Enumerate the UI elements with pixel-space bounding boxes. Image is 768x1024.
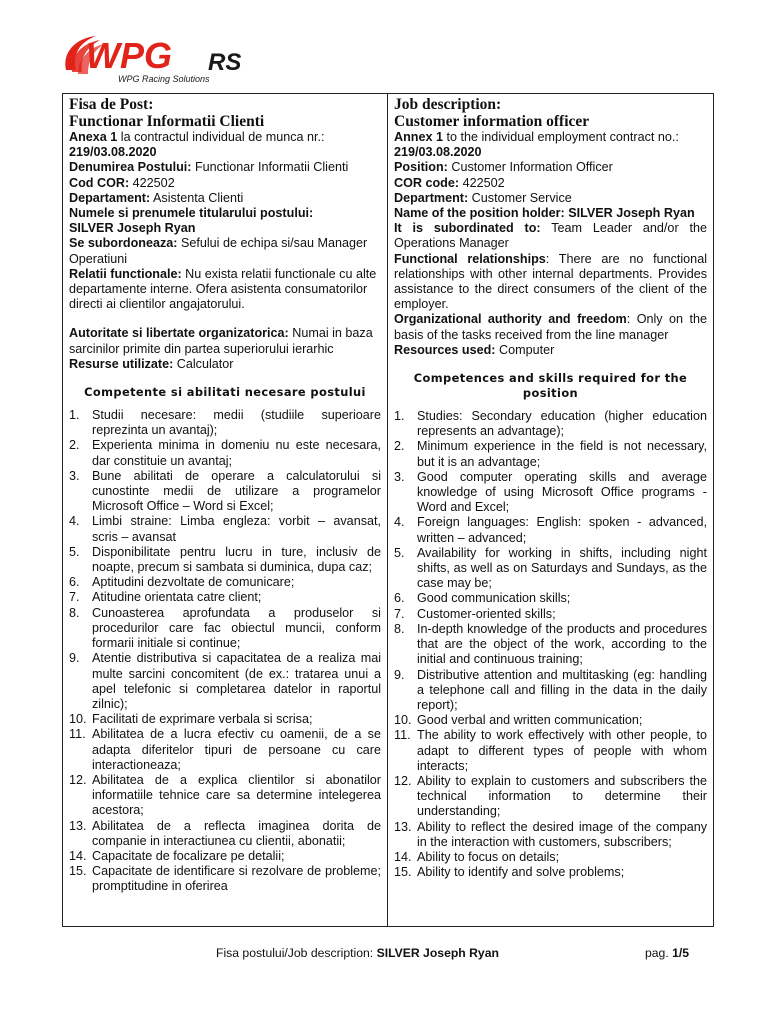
right-department: Department: Customer Service xyxy=(394,190,572,205)
skill-item xyxy=(394,546,707,592)
skill-number: 1. xyxy=(69,408,80,423)
skill-text: Abilitatea de a lucra efectiv cu oamenii, de a se adapta diferitelor tipuri de persoane cu care interactioneaza; xyxy=(92,727,381,772)
skill-number: 13. xyxy=(394,819,412,834)
right-meta xyxy=(394,130,707,358)
left-title-line1: Fisa de Post: xyxy=(69,96,154,113)
skill-item xyxy=(394,470,707,516)
skill-number: 10. xyxy=(69,712,87,727)
skill-item xyxy=(69,727,381,773)
skill-item xyxy=(69,849,381,864)
skill-item xyxy=(69,545,381,575)
right-contract-no: 219/03.08.2020 xyxy=(394,145,482,160)
skill-number: 9. xyxy=(394,667,405,682)
skill-text: Availability for working in shifts, including night shifts, as well as on Saturdays and Sundays, as the case may be; xyxy=(417,545,707,591)
skill-text: Good communication skills; xyxy=(417,591,571,606)
skill-text: Abilitatea de a explica clientilor si abonatilor informatiile tehnice care sa determine intelegerea acestora; xyxy=(92,772,381,818)
logo-suffix: RS xyxy=(208,49,242,76)
skill-number: 12. xyxy=(394,773,412,788)
skill-item xyxy=(394,850,707,865)
skill-text: Studies: Secondary education (higher education represents an advantage); xyxy=(417,409,707,439)
logo-wordmark: WPG xyxy=(86,35,172,76)
skill-item xyxy=(394,713,707,728)
skill-number: 15. xyxy=(69,864,87,879)
left-cor: Cod COR: 422502 xyxy=(69,175,175,190)
skill-number: 6. xyxy=(394,591,405,606)
left-relations: Relatii functionale: Nu exista relatii functionale cu alte departamente interne. Ofera asistenta consumatorilor directi ai clientilor angajatorului. xyxy=(69,266,377,312)
skill-item xyxy=(394,728,707,774)
skill-text: Minimum experience in the field is not necessary, but it is an advantage; xyxy=(417,439,707,469)
skill-number: 10. xyxy=(394,713,412,728)
right-cor: COR code: 422502 xyxy=(394,175,505,190)
right-title-line2: Customer information officer xyxy=(394,113,590,130)
skill-number: 11. xyxy=(69,727,86,742)
job-description-table xyxy=(62,93,714,927)
skill-text: Capacitate de identificare si rezolvare de probleme; promptitudine in oferirea xyxy=(92,864,381,894)
skill-number: 7. xyxy=(394,606,405,621)
skill-text: Atentie distributiva si capacitatea de a realiza mai multe sarcini concomitent (de ex.: tratarea unui a apel telefonic si completarea datelor in raportul zilnic); xyxy=(92,651,381,711)
skill-number: 5. xyxy=(394,545,405,560)
skill-number: 2. xyxy=(69,438,80,453)
skill-number: 1. xyxy=(394,409,405,424)
skill-number: 3. xyxy=(394,469,405,484)
left-title xyxy=(69,96,381,130)
skill-text: Facilitati de exprimare verbala si scrisa; xyxy=(92,712,313,727)
company-logo xyxy=(56,30,296,88)
left-subordinated: Se subordoneaza: Sefului de echipa si/sau Manager Operatiuni xyxy=(69,236,368,266)
footer-doc-label: Fisa postului/Job description: SILVER Joseph Ryan xyxy=(216,946,499,960)
skill-number: 6. xyxy=(69,575,80,590)
skill-text: Disponibilitate pentru lucru in ture, inclusiv de noapte, precum si sambata si duminica, dupa caz; xyxy=(92,544,381,575)
skill-number: 12. xyxy=(69,772,87,787)
english-column xyxy=(388,94,713,926)
skill-number: 2. xyxy=(394,439,405,454)
romanian-column xyxy=(63,94,388,926)
skill-number: 4. xyxy=(394,515,405,530)
skill-item xyxy=(69,819,381,849)
right-annex: Annex 1 to the individual employment contract no.: xyxy=(394,130,679,144)
skill-item xyxy=(394,622,707,668)
skill-item xyxy=(69,575,381,590)
skill-item xyxy=(69,469,381,515)
skill-item xyxy=(69,606,381,652)
left-resources: Resurse utilizate: Calculator xyxy=(69,356,234,371)
skill-text: Cunoasterea aprofundata a produselor si procedurilor care fac obiectul muncii, conform formarii initiale si continue; xyxy=(92,605,381,651)
skill-item xyxy=(69,651,381,712)
skill-number: 8. xyxy=(69,605,80,620)
skill-text: Foreign languages: English: spoken - advanced, written – advanced; xyxy=(417,515,707,545)
right-skills-list xyxy=(394,409,707,880)
skill-number: 7. xyxy=(69,590,80,605)
skill-item xyxy=(394,409,707,439)
footer-page-number: pag. 1/5 xyxy=(645,946,690,960)
skill-item xyxy=(394,591,707,606)
left-annex: Anexa 1 la contractul individual de munca nr.: xyxy=(69,130,325,144)
right-subordinated: It is subordinated to: Team Leader and/or the Operations Manager xyxy=(394,221,707,251)
skill-item xyxy=(394,668,707,714)
skill-text: Limbi straine: Limba engleza: vorbit – avansat, scris – avansat xyxy=(92,514,381,544)
skill-text: Good verbal and written communication; xyxy=(417,713,643,728)
right-authority: Organizational authority and freedom: Only on the basis of the tasks received from the line manager xyxy=(394,312,708,342)
right-title-line1: Job description: xyxy=(394,96,502,113)
skill-number: 14. xyxy=(69,848,87,863)
skill-number: 9. xyxy=(69,651,80,666)
left-contract-no: 219/03.08.2020 xyxy=(69,145,157,160)
skill-item xyxy=(69,864,381,894)
left-authority: Autoritate si libertate organizatorica: Numai in baza sarcinilor primite din partea superiorului ierarhic xyxy=(69,326,373,356)
skill-number: 5. xyxy=(69,544,80,559)
skill-item xyxy=(69,408,381,438)
left-section-title: Competente si abilitati necesare postului xyxy=(84,385,366,400)
skill-text: Ability to reflect the desired image of the company in the interaction with customers, subscribers; xyxy=(417,819,707,849)
right-holder: Name of the position holder: SILVER Joseph Ryan xyxy=(394,206,695,221)
skill-item xyxy=(394,515,707,545)
skill-item xyxy=(394,820,707,850)
skill-text: The ability to work effectively with other people, to adapt to different types of people with whom interacts; xyxy=(417,728,707,773)
skill-item xyxy=(69,514,381,544)
skill-text: Distributive attention and multitasking (eg: handling a telephone call and filling in the data in the daily report); xyxy=(417,667,707,712)
skill-item xyxy=(69,773,381,819)
left-skills-list xyxy=(69,408,381,895)
right-position: Position: Customer Information Officer xyxy=(394,160,613,175)
right-section-title: Competences and skills required for the position xyxy=(413,371,688,401)
skill-text: Aptitudini dezvoltate de comunicare; xyxy=(92,575,295,590)
left-meta xyxy=(69,130,381,372)
left-department: Departament: Asistenta Clienti xyxy=(69,190,244,205)
skill-number: 8. xyxy=(394,621,405,636)
skill-number: 4. xyxy=(69,514,80,529)
skill-text: Customer-oriented skills; xyxy=(417,606,556,621)
left-position: Denumirea Postului: Functionar Informatii Clienti xyxy=(69,160,349,175)
logo-tagline: WPG Racing Solutions xyxy=(118,74,210,84)
skill-number: 15. xyxy=(394,865,412,880)
skill-number: 13. xyxy=(69,818,87,833)
skill-text: Bune abilitati de operare a calculatorului si cunostinte medii de utilizare a programelor Microsoft Office – Word si Excel; xyxy=(92,468,381,514)
skill-text: Ability to identify and solve problems; xyxy=(417,865,625,880)
skill-text: Studii necesare: medii (studiile superioare reprezinta un avantaj); xyxy=(92,408,381,438)
skill-item xyxy=(69,590,381,605)
skill-item xyxy=(394,774,707,820)
skill-text: Atitudine orientata catre client; xyxy=(92,590,262,605)
left-title-line2: Functionar Informatii Clienti xyxy=(69,113,265,130)
skill-text: Capacitate de focalizare pe detalii; xyxy=(92,848,285,863)
skill-text: In-depth knowledge of the products and procedures that are the object of the work, according to the initial and continuous training; xyxy=(417,621,707,667)
skill-number: 3. xyxy=(69,468,80,483)
right-relations: Functional relationships: There are no functional relationships with other internal departments. Provides assistance to the direct consumers of the client of the employer. xyxy=(394,251,707,312)
skill-text: Ability to explain to customers and subscribers the technical information to determine their understanding; xyxy=(417,773,707,819)
skill-text: Ability to focus on details; xyxy=(417,849,560,864)
skill-text: Experienta minima in domeniu nu este necesara, dar constituie un avantaj; xyxy=(92,438,381,468)
skill-number: 11. xyxy=(394,728,411,743)
right-title xyxy=(394,96,707,130)
skill-item xyxy=(394,607,707,622)
skill-item xyxy=(394,865,707,880)
skill-item xyxy=(69,712,381,727)
left-holder: Numele si prenumele titularului postului: SILVER Joseph Ryan xyxy=(69,206,314,236)
skill-text: Abilitatea de a reflecta imaginea dorita de companie in interactiunea cu clientii, abonatii; xyxy=(92,818,381,848)
skill-item xyxy=(69,438,381,468)
right-resources: Resources used: Computer xyxy=(394,342,555,357)
skill-number: 14. xyxy=(394,849,412,864)
skill-item xyxy=(394,439,707,469)
skill-text: Good computer operating skills and average knowledge of using Microsoft Office programs - Word and Excel; xyxy=(417,469,707,515)
